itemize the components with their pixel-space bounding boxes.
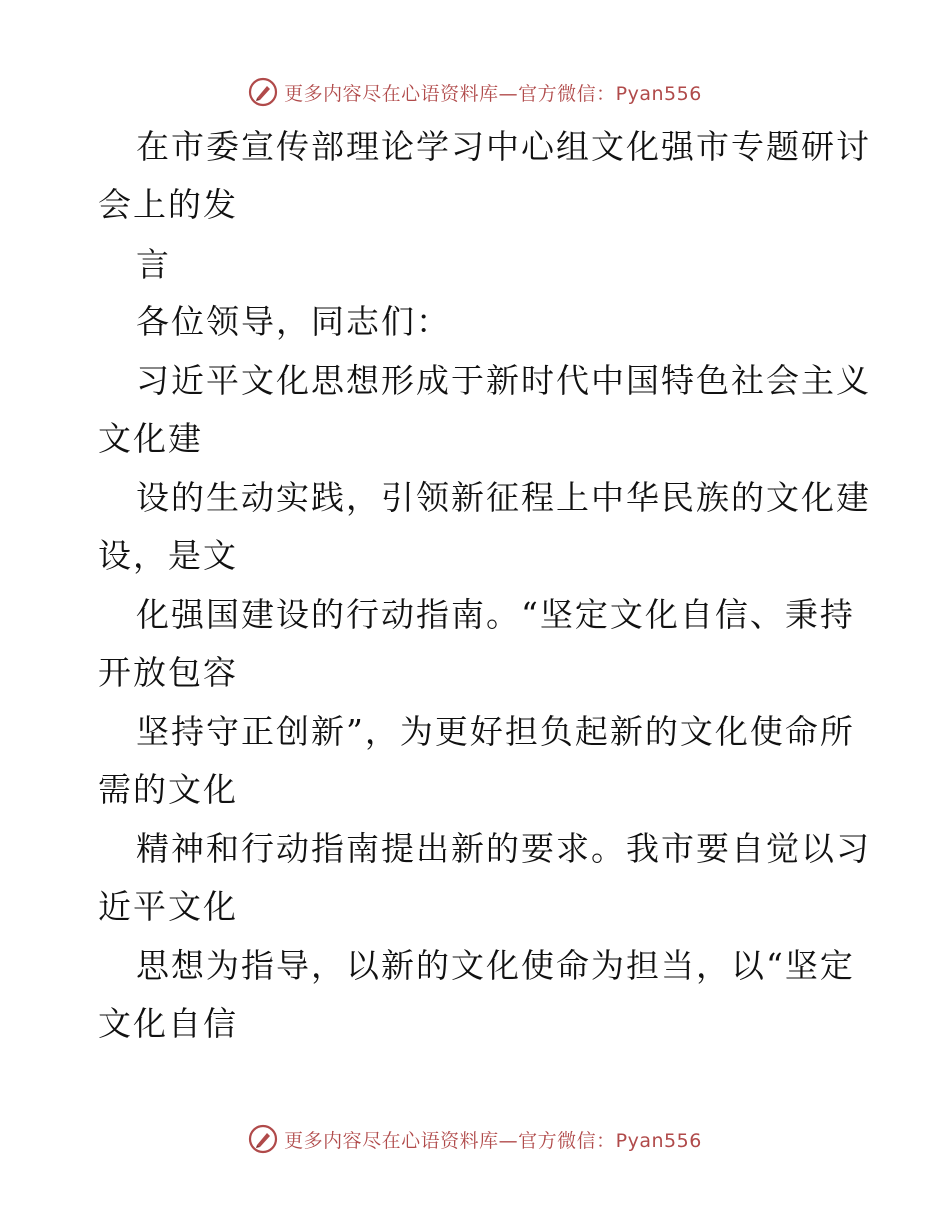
footer-watermark — [0, 1119, 950, 1159]
text-line: 思想为指导，以新的文化使命为担当，以“坚定 — [136, 946, 855, 985]
text-line: 需的文化 — [98, 770, 238, 809]
text-line: 会上的发 — [98, 185, 238, 224]
text-line: 坚持守正创新”，为更好担负起新的文化使命所 — [136, 712, 855, 751]
text-line: 文化建 — [98, 419, 203, 458]
text-line: 设的生动实践，引领新征程上中华民族的文化建 — [136, 478, 871, 517]
pen-logo-icon — [248, 77, 278, 107]
text-line: 近平文化 — [98, 887, 238, 926]
pen-logo-icon — [248, 1124, 278, 1154]
text-line: 精神和行动指南提出新的要求。我市要自觉以习 — [136, 829, 871, 868]
text-line: 言 — [136, 245, 171, 284]
text-line: 设，是文 — [98, 536, 238, 575]
watermark-text: 更多内容尽在心语资料库—官方微信：Pyan556 — [284, 1129, 702, 1152]
header-watermark — [0, 72, 950, 112]
text-line: 在市委宣传部理论学习中心组文化强市专题研讨 — [136, 127, 871, 166]
text-line: 各位领导，同志们： — [136, 302, 451, 341]
text-line: 文化自信 — [98, 1004, 238, 1043]
watermark-text: 更多内容尽在心语资料库—官方微信：Pyan556 — [284, 82, 702, 105]
text-line: 开放包容 — [98, 653, 238, 692]
text-line: 化强国建设的行动指南。“坚定文化自信、秉持 — [136, 595, 855, 634]
text-line: 习近平文化思想形成于新时代中国特色社会主义 — [136, 361, 871, 400]
